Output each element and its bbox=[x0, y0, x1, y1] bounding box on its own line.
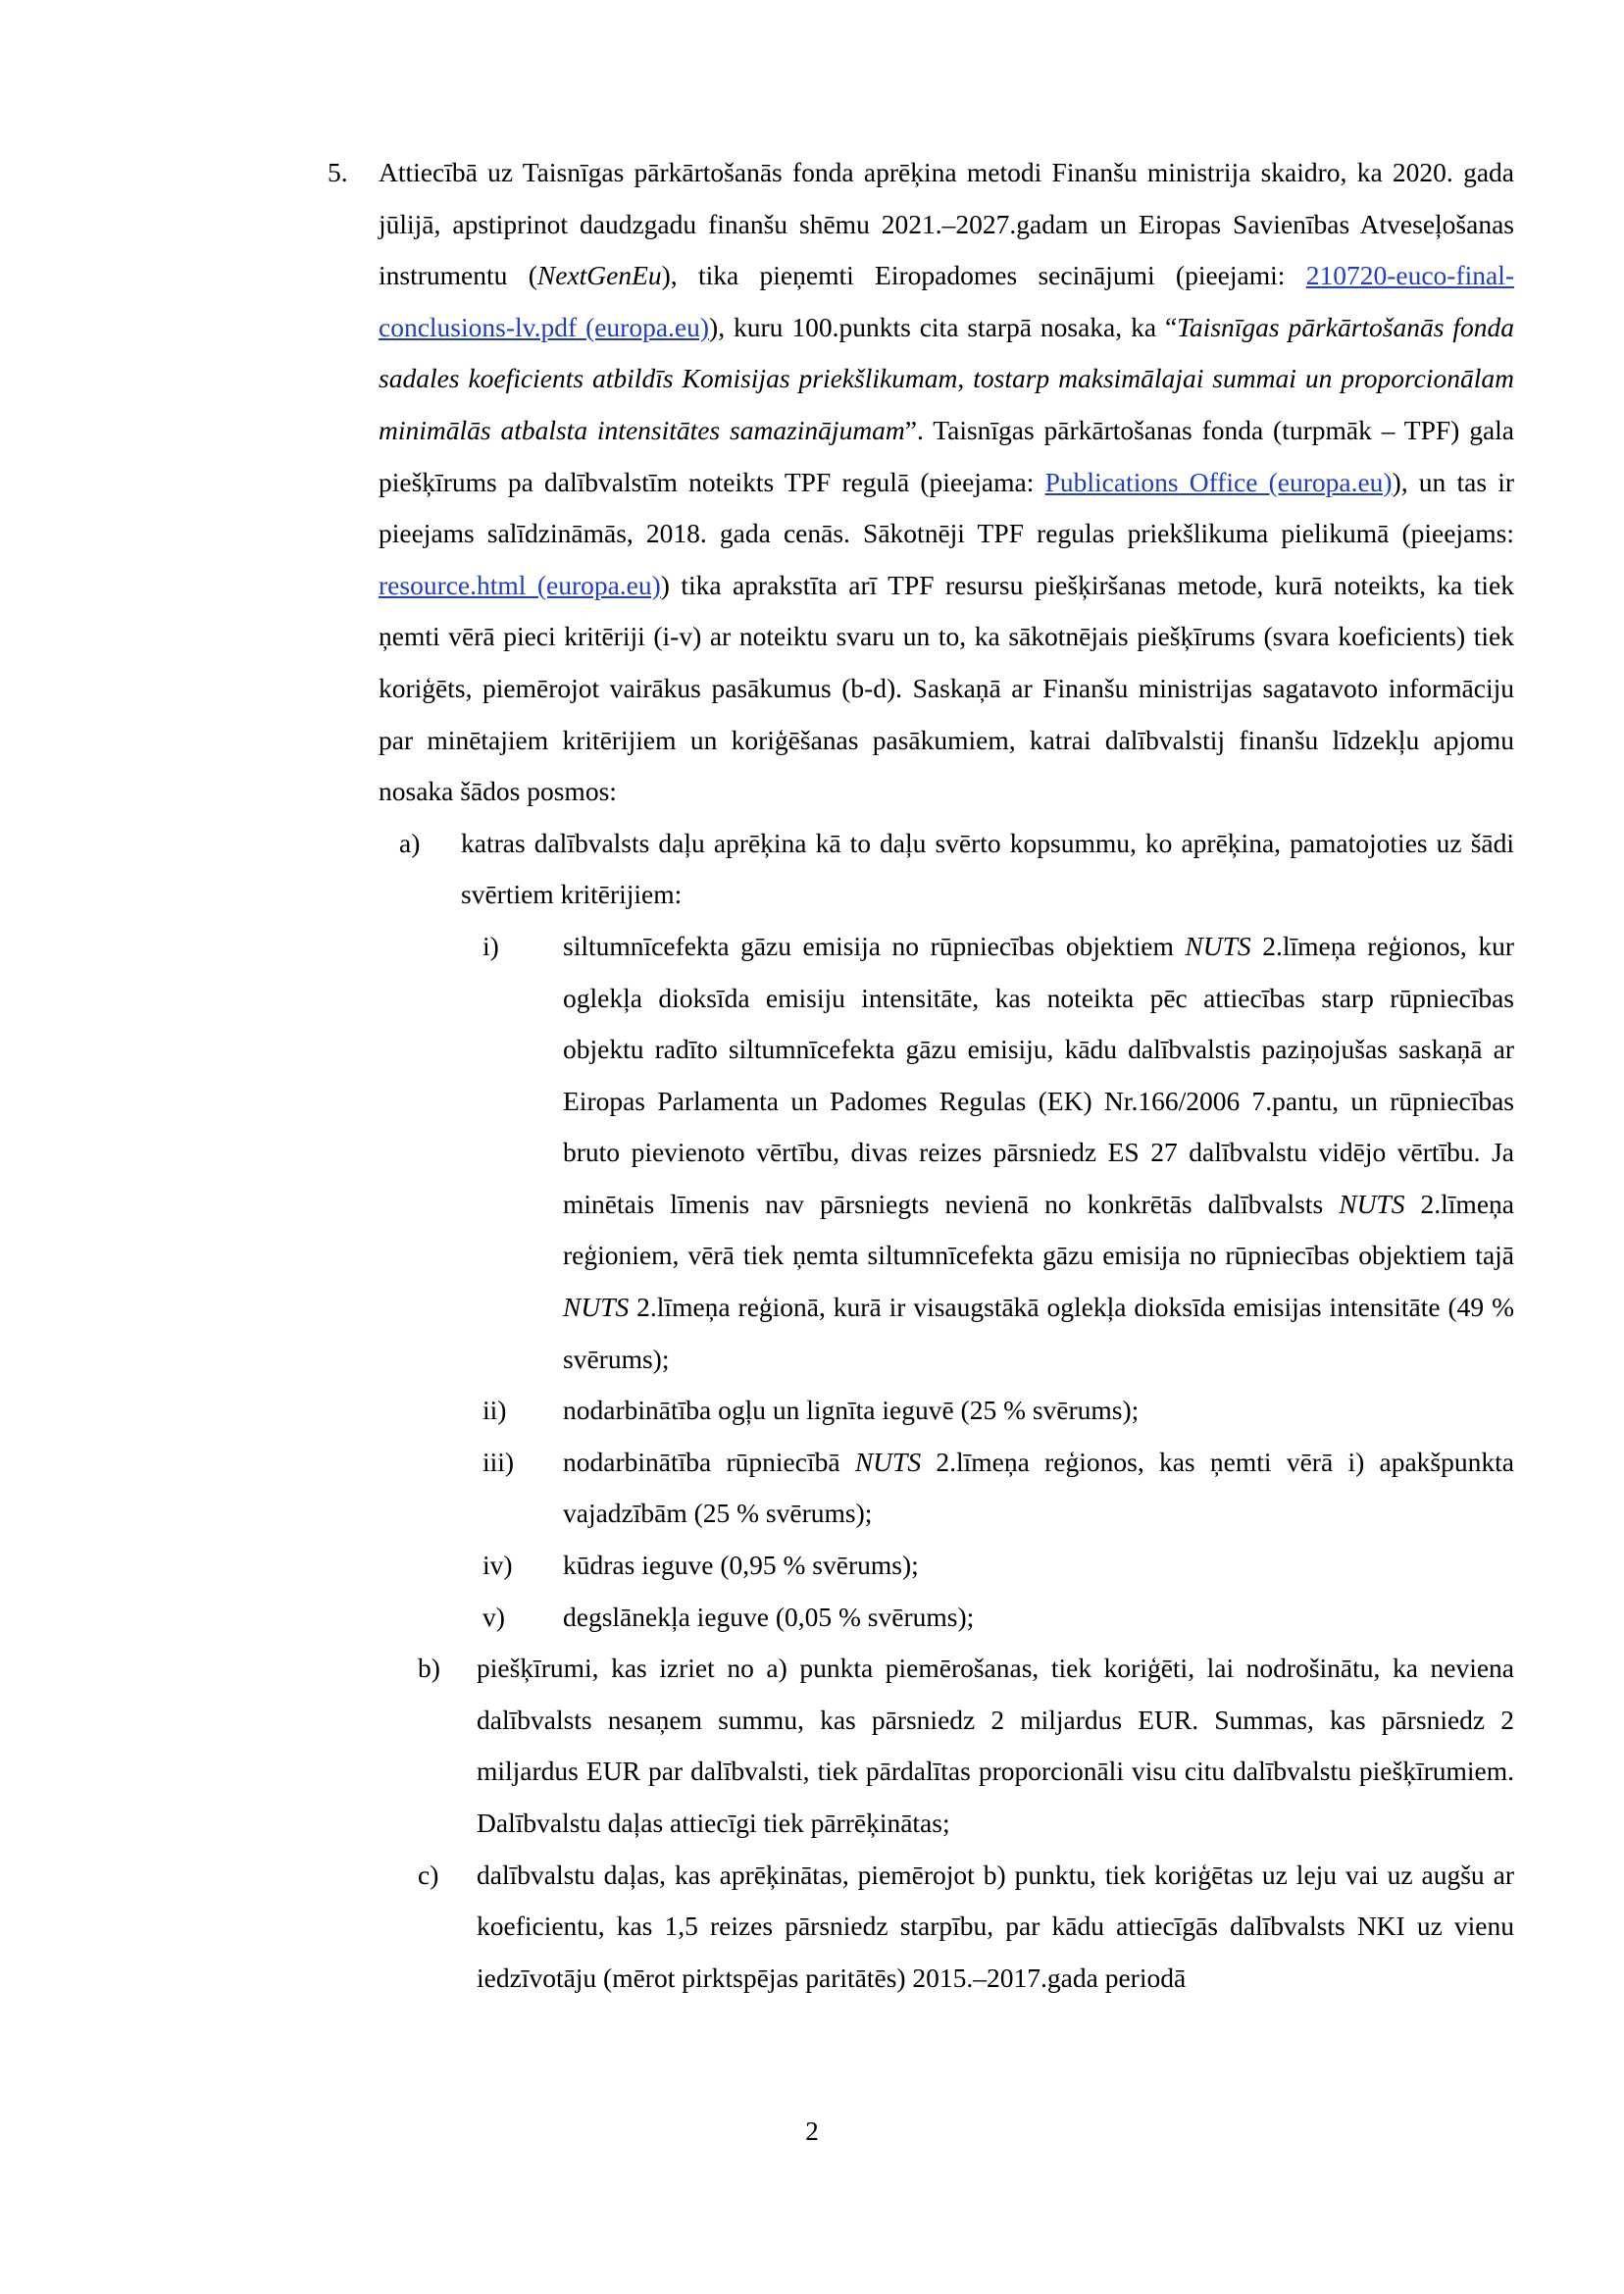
paragraph-text: ), tika pieņemti Eiropadomes secinājumi (pieejami: bbox=[661, 260, 1306, 291]
item-label: b) bbox=[418, 1653, 440, 1684]
paragraph-text: ), un tas ir pieejams salīdzināmās, 2018. gada cenās. Sākotnēji TPF regulas priekšlikuma pielikumā (pieejams: bbox=[379, 466, 1514, 549]
item-label: iv) bbox=[482, 1550, 513, 1581]
item-text: 2.līmeņa reģionā, kurā ir visaugstākā oglekļa dioksīda emisijas intensitāte (49 % svērums); bbox=[563, 1292, 1514, 1374]
paragraph-text: ) tika aprakstīta arī TPF resursu piešķiršanas metode, kurā noteikts, ka tiek ņemti vērā pieci kritēriji (i-v) ar noteiktu svaru un to, ka sākotnējais piešķīrums (svara koeficients) tiek koriģēts, piemērojot vairākus pasākumus (b-d). Saskaņā ar Finanšu ministrijas sagatavoto informāciju par minētajiem kritērijiem un koriģēšanas pasākumiem, katrai dalībvalstij finanšu līdzekļu apjomu nosaka šādos posmos: bbox=[379, 569, 1514, 807]
instrument-name: NextGenEu bbox=[536, 260, 662, 291]
item-text: nodarbinātība rūpniecībā bbox=[563, 1446, 855, 1477]
paragraph-text: Attiecībā uz Taisnīgas pārkārtošanās fonda aprēķina metodi Finanšu ministrija skaidro, ka 2020. gada jūlijā, apstiprinot daudzgadu finanšu shēmu 2021.–2027.gadam un Eiropas Savienības Atveseļošanas instrumentu ( bbox=[379, 157, 1514, 291]
nuts-term: NUTS bbox=[563, 1292, 630, 1323]
item-text: 2.līmeņa reģionos, kas ņemti vērā i) apakšpunkta vajadzībām (25 % svērums); bbox=[563, 1446, 1514, 1529]
item-label: v) bbox=[482, 1601, 505, 1632]
item-text: katras dalībvalsts daļu aprēķina kā to daļu svērto kopsummu, ko aprēķina, pamatojoties uz šādi svērtiem kritērijiem: bbox=[461, 827, 1514, 910]
list-item-c bbox=[418, 1850, 1514, 2005]
page-body bbox=[328, 147, 1515, 2004]
paragraph-number: 5. bbox=[328, 157, 348, 187]
item-label: a) bbox=[399, 827, 421, 858]
paragraph-text: ), kuru 100.punkts cita starpā nosaka, ka “ bbox=[709, 311, 1178, 342]
item-text: degslānekļa ieguve (0,05 % svērums); bbox=[563, 1601, 975, 1632]
euco-conclusions-link[interactable]: 210720-euco-final-conclusions-lv.pdf (europa.eu) bbox=[379, 260, 1514, 342]
item-text: siltumnīcefekta gāzu emisija no rūpniecības objektiem bbox=[563, 930, 1186, 961]
publications-office-link[interactable]: Publications Office (europa.eu) bbox=[1044, 466, 1393, 497]
item-label: ii) bbox=[482, 1395, 507, 1426]
item-text: piešķīrumi, kas izriet no a) punkta piemērošanas, tiek koriģēti, lai nodrošinātu, ka neviena dalībvalsts nesaņem summu, kas pārsniedz 2 miljardus EUR. Summas, kas pārsniedz 2 miljardus EUR par dalībvalsti, tiek pārdalītas proporcionāli visu citu dalībvalstu piešķīrumiem. Dalībvalstu daļas attiecīgi tiek pārrēķinātas; bbox=[477, 1653, 1514, 1838]
resource-html-link[interactable]: resource.html (europa.eu) bbox=[379, 569, 661, 600]
quoted-text: Taisnīgas pārkārtošanās fonda sadales koeficients atbildīs Komisijas priekšlikumam, tostarp maksimālajai summai un proporcionālam minimālās atbalsta intensitātes samazinājumam bbox=[379, 311, 1514, 445]
list-item-a bbox=[399, 818, 1514, 921]
item-label: c) bbox=[418, 1859, 439, 1890]
item-label: iii) bbox=[482, 1446, 515, 1477]
item-text: kūdras ieguve (0,95 % svērums); bbox=[563, 1550, 919, 1581]
paragraph-text: ”. Taisnīgas pārkārtošanas fonda (turpmāk – TPF) gala piešķīrums pa dalībvalstīm noteikts TPF regulā (pieejama: bbox=[379, 414, 1514, 497]
page-number: 2 bbox=[805, 2116, 819, 2146]
list-item-iv bbox=[482, 1540, 1514, 1592]
item-text: 2.līmeņa reģionos, kur oglekļa dioksīda emisiju intensitāte, kas noteikta pēc attiecības starp rūpniecības objektu radīto siltumnīcefekta gāzu emisiju, kādu dalībvalstis paziņojušas saskaņā ar Eiropas Parlamenta un Padomes Regulas (EK) Nr.166/2006 7.pantu, un rūpniecības bruto pievienoto vērtību, divas reizes pārsniedz ES 27 dalībvalstu vidējo vērtību. Ja minētais līmenis nav pārsniegts nevienā no konkrētās dalībvalsts bbox=[563, 930, 1515, 1219]
item-text: nodarbinātība ogļu un lignīta ieguvē (25 % svērums); bbox=[563, 1395, 1140, 1426]
item-label: i) bbox=[482, 930, 499, 961]
list-item-b bbox=[418, 1643, 1514, 1849]
item-text: dalībvalstu daļas, kas aprēķinātas, piemērojot b) punktu, tiek koriģētas uz leju vai uz augšu ar koeficientu, kas 1,5 reizes pārsniedz starpību, par kādu attiecīgās dalībvalsts NKI uz vienu iedzīvotāju (mērot pirktspējas paritātēs) 2015.–2017.gada periodā bbox=[477, 1859, 1514, 1993]
nuts-term: NUTS bbox=[1339, 1188, 1405, 1219]
nuts-term: NUTS bbox=[1185, 930, 1251, 961]
list-item-i bbox=[482, 921, 1515, 1385]
paragraph-5 bbox=[328, 147, 1514, 818]
list-item-ii bbox=[482, 1385, 1514, 1437]
nuts-term: NUTS bbox=[854, 1446, 922, 1477]
list-item-iii bbox=[482, 1437, 1514, 1540]
list-item-v bbox=[482, 1592, 1514, 1644]
item-text: 2.līmeņa reģioniem, vērā tiek ņemta siltumnīcefekta gāzu emisija no rūpniecības objektiem tajā bbox=[563, 1188, 1514, 1271]
